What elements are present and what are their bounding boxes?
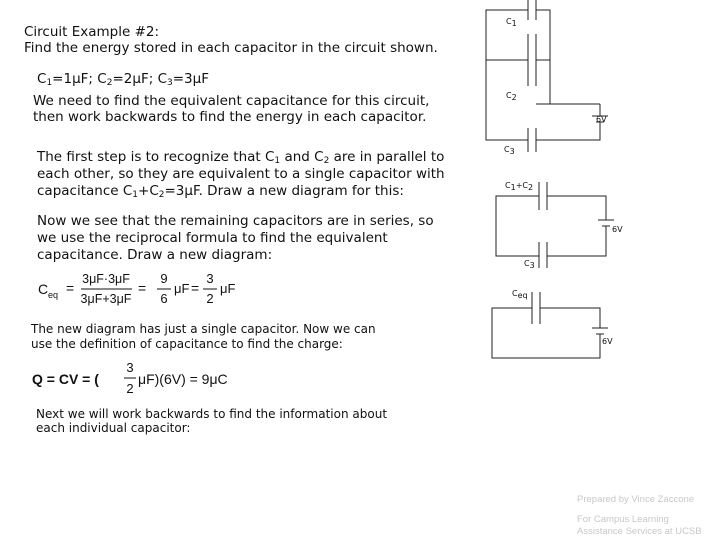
credit-line-2: For Campus Learning [577, 514, 669, 525]
ceq-frac2-num: 9 [160, 271, 168, 286]
plan-line-1: We need to find the equivalent capacitance for this circuit, [33, 93, 430, 109]
d3-label-ceq: Ceq [512, 289, 528, 300]
charge-frac-num: 3 [126, 360, 134, 375]
step4-line-2: each individual capacitor: [36, 421, 191, 435]
d1-label-c1: C1 [506, 17, 517, 28]
ceq-frac3-num: 3 [206, 271, 214, 286]
d1-battery-wire-bottom [536, 122, 600, 140]
d3-top-right-wire [540, 308, 600, 328]
ceq-equals-3: = [191, 280, 200, 296]
ceq-frac2-unit: μF [174, 281, 190, 296]
capacitor-values: $C_1=1\mu F$; $C_2=2\mu F$; $C_3=3\mu F$ [37, 71, 209, 88]
problem-statement: Find the energy stored in each capacitor in the circuit shown. [24, 40, 438, 56]
d3-label-voltage: 6V [602, 337, 613, 346]
d1-label-c2: C2 [506, 91, 517, 102]
charge-rest: μF)(6V) = 9μC [138, 371, 228, 387]
ceq-equals-2: = [138, 280, 147, 296]
charge-lhs: Q = CV = ( [32, 371, 99, 387]
ceq-lhs-sub: eq [48, 290, 59, 300]
plan-line-2: then work backwards to find the energy in each capacitor. [33, 109, 427, 125]
d2-top-right-wire [547, 196, 606, 220]
d1-label-c3: C3 [504, 145, 515, 156]
d2-label-voltage: 6V [612, 225, 623, 234]
ceq-equation [34, 268, 254, 308]
d2-label-c12: C1+C2 [505, 181, 534, 192]
d2-bottom-right-wire [547, 226, 606, 256]
ceq-lhs: C [38, 281, 49, 297]
step1-line-2: each other, so they are equivalent to a single capacitor with [37, 166, 445, 182]
d1-left-wire [486, 10, 528, 140]
d1-parallel-right-wire [536, 10, 550, 104]
d2-label-c3: C3 [524, 259, 535, 270]
circuit-diagram-combined [496, 181, 623, 270]
step2-line-1: Now we see that the remaining capacitors are in series, so [37, 213, 434, 229]
ceq-frac2-den: 6 [160, 291, 168, 306]
circuit-diagram-original [486, 0, 608, 156]
example-title: Circuit Example #2: [24, 24, 160, 40]
step4-line-1: Next we will work backwards to find the information about [36, 407, 388, 421]
step2-line-3: capacitance. Draw a new diagram: [37, 247, 273, 263]
step1-line-3: capacitance $C_1+C_2=3\mu F$. Draw a new diagram for this: [37, 183, 404, 200]
charge-frac-den: 2 [126, 381, 134, 396]
circuit-diagram-equivalent [492, 289, 613, 358]
ceq-equals: = [66, 280, 75, 296]
d3-left-bottom-wire [492, 308, 600, 358]
circuit-diagrams [470, 0, 720, 380]
step1-line-1: The first step is to recognize that $C_1$ and $C_2$ are in parallel to [37, 149, 445, 166]
charge-equation [30, 358, 230, 398]
ceq-frac1-den: 3μF+3μF [80, 292, 132, 306]
d1-label-voltage: 6V [596, 115, 607, 124]
ceq-frac3-den: 2 [206, 291, 214, 306]
d2-left-wire [496, 196, 539, 256]
step3-line-1: The new diagram has just a single capacitor. Now we can [31, 322, 376, 336]
ceq-frac3-unit: μF [220, 281, 236, 296]
credit-line-3: Assistance Services at UCSB [577, 526, 702, 537]
step3-line-2: use the definition of capacitance to find the charge: [31, 337, 343, 351]
ceq-frac1-num: 3μF·3μF [82, 272, 130, 286]
credit-author: Prepared by Vince Zaccone [577, 494, 695, 505]
step2-line-2: we use the reciprocal formula to find the equivalent [37, 230, 388, 246]
